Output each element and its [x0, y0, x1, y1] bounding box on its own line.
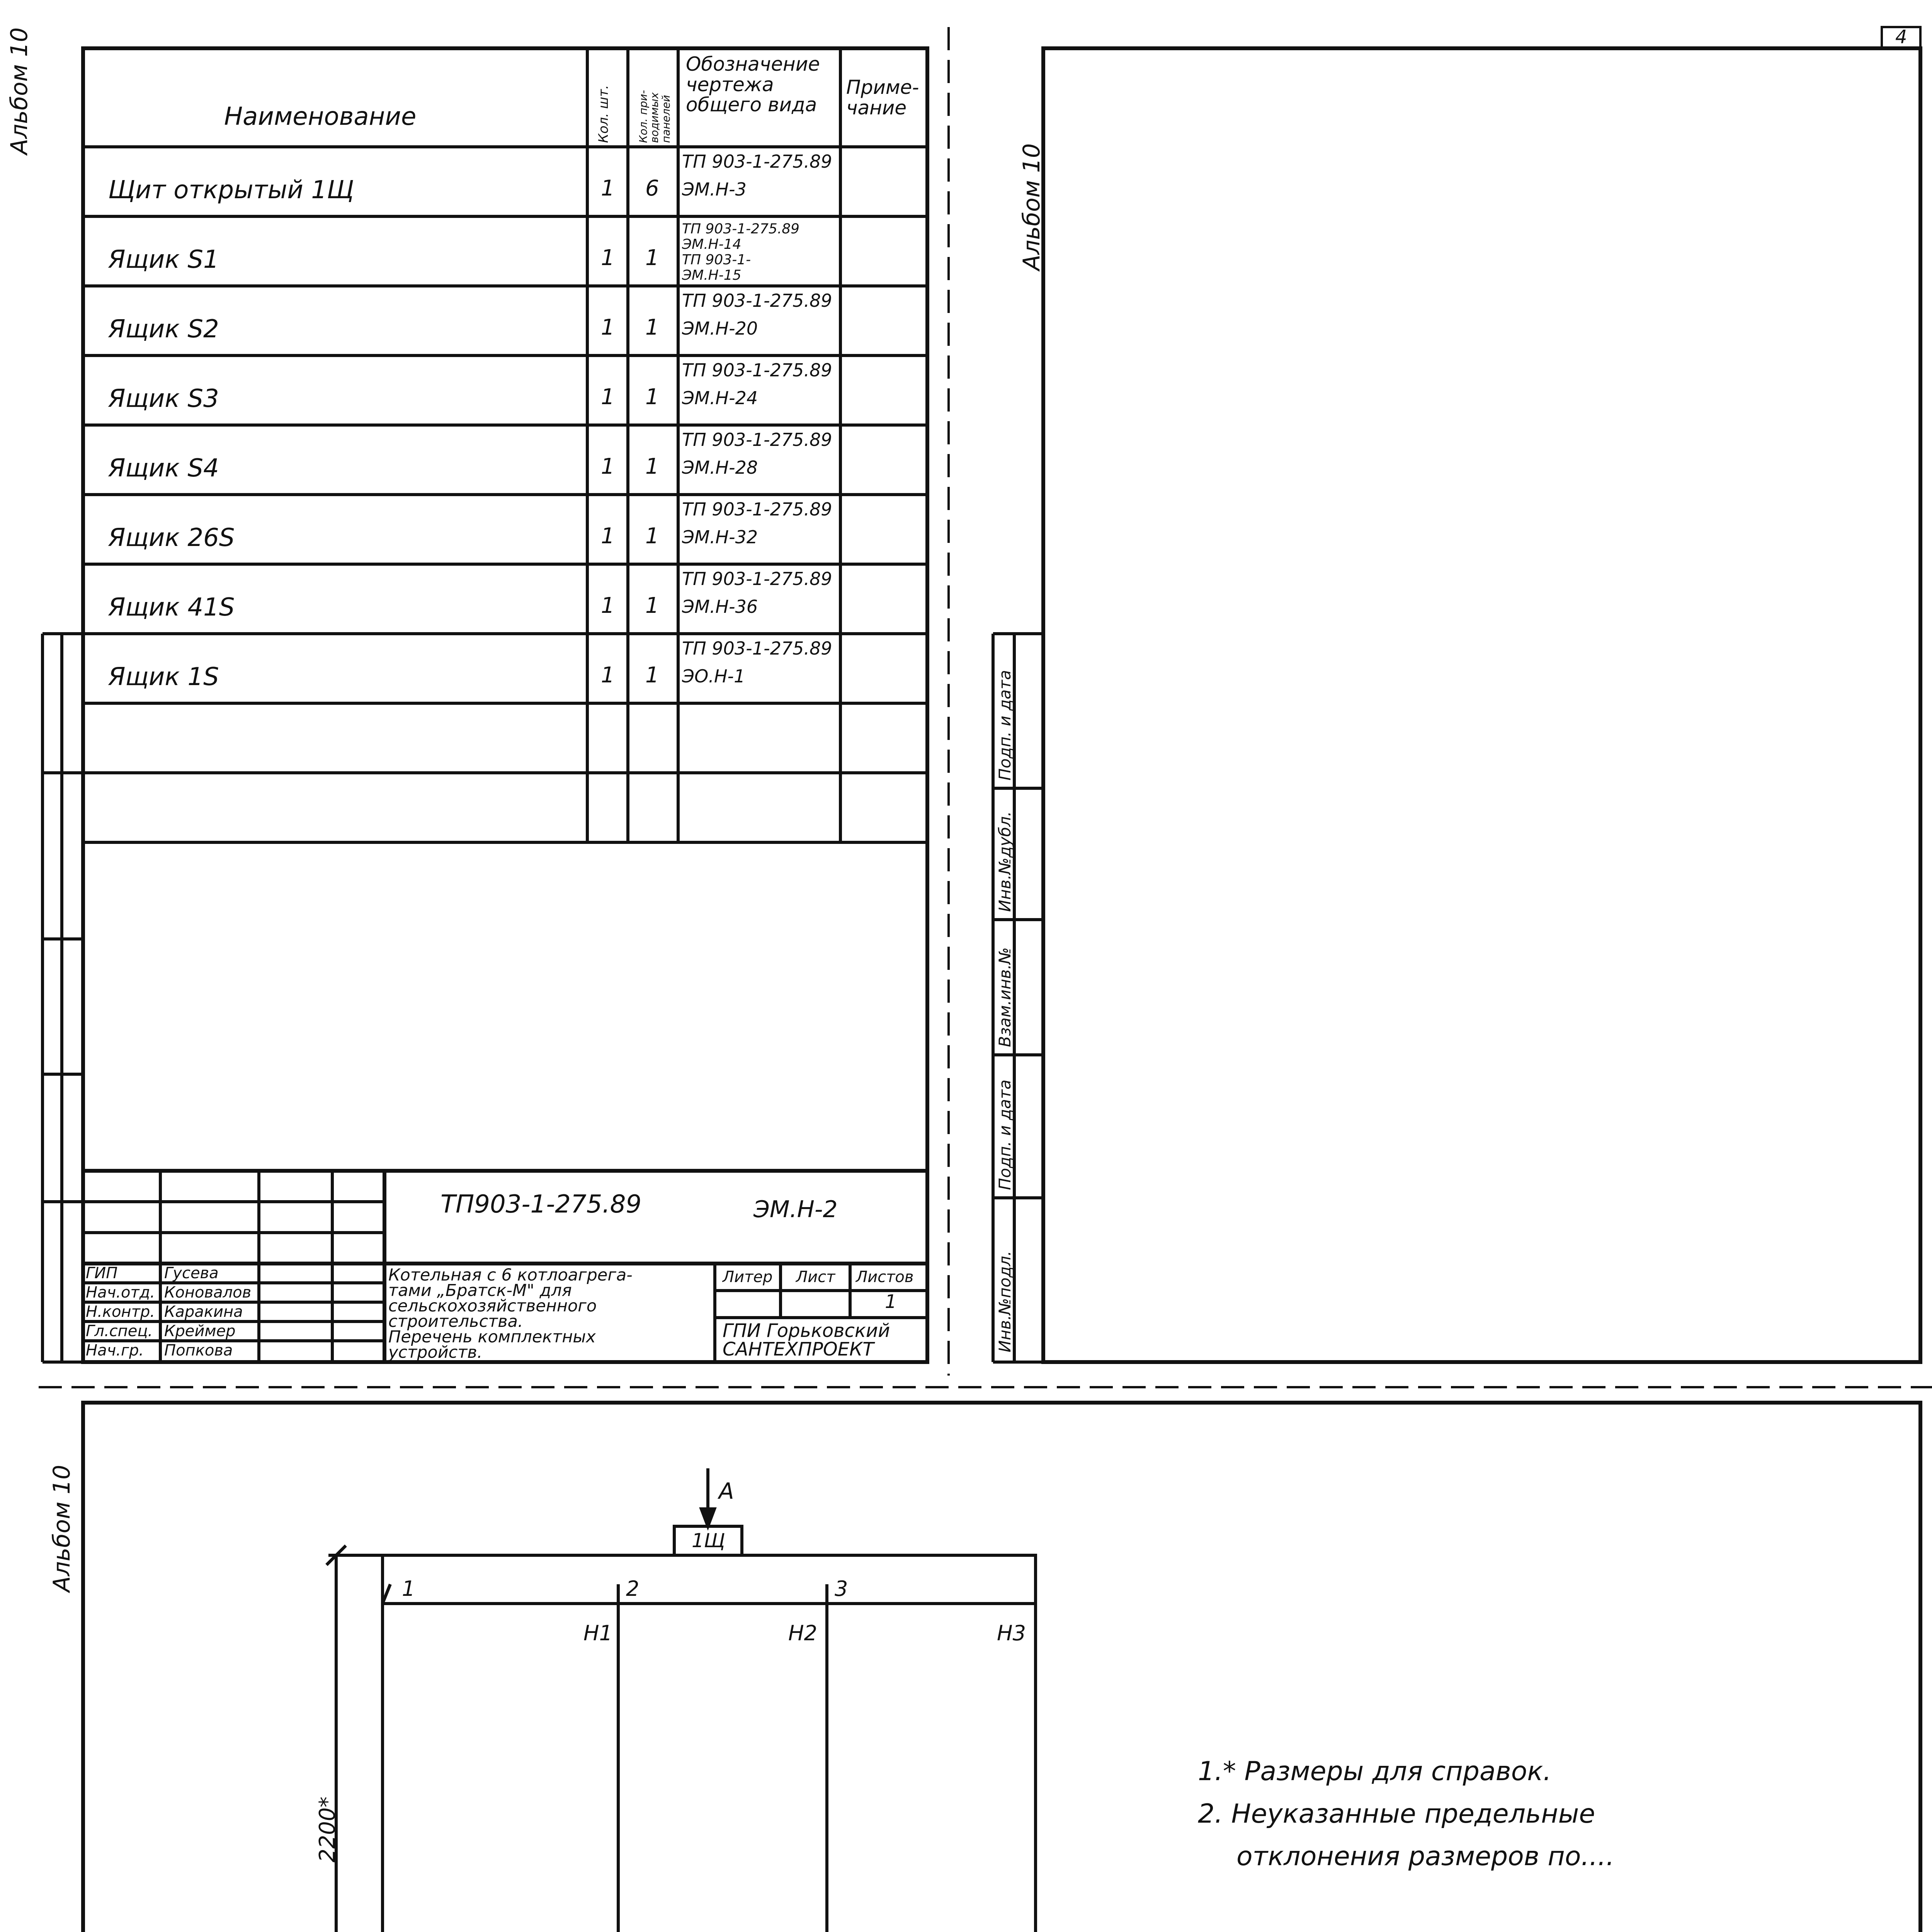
row-name: Ящик 26S: [108, 524, 235, 552]
note-line: 1.* Размеры для справок.: [1198, 1756, 1551, 1787]
album-label-sheet3: Альбом 10: [48, 1464, 75, 1592]
header-name: Наименование: [224, 102, 417, 131]
row-designation: ЭМ.Н-20: [682, 318, 758, 339]
section-number: 1: [402, 1577, 415, 1601]
row-designation: ТП 903-1-275.89: [682, 499, 832, 520]
row-panels: 1: [645, 663, 659, 688]
row-panels: 6: [645, 176, 659, 201]
row-designation: ТП 903-1-275.89: [682, 638, 832, 659]
stamp-role: ГИП: [86, 1264, 118, 1282]
row-qty: 1: [601, 176, 615, 201]
row-designation: ЭМ.Н-14: [682, 236, 742, 252]
stamp-name: Гусева: [164, 1264, 219, 1282]
sheet1-stamp-code: ТП903-1-275.89: [440, 1190, 642, 1219]
sheet1-list-label: Лист: [796, 1268, 835, 1286]
header-note: Приме- чание: [846, 76, 919, 119]
stamp-role: Нач.гр.: [86, 1342, 144, 1359]
height-dimension: 2200*: [315, 1796, 340, 1862]
side-label: Инв.№подл.: [995, 1250, 1014, 1352]
section-number: 2: [626, 1577, 639, 1601]
row-name: Ящик S1: [108, 245, 219, 274]
sheet1-org: [723, 1321, 890, 1359]
row-designation: ТП 903-1-275.89: [682, 290, 832, 311]
sheet1-org-line: САНТЕХПРОЕКТ: [723, 1338, 874, 1360]
header-designation: Обозначение чертежа общего вида: [686, 53, 820, 116]
side-label: Взам.инв.№: [995, 947, 1014, 1047]
row-qty: 1: [601, 454, 615, 479]
header-panels: Кол. при- водимых панелей: [637, 90, 672, 143]
row-qty: 1: [601, 245, 615, 270]
row-designation: ЭО.Н-1: [682, 666, 745, 687]
sheet1-liter-label: Литер: [723, 1268, 773, 1286]
row-designation: ТП 903-1-: [682, 252, 751, 268]
stamp-role: Гл.спец.: [86, 1322, 153, 1340]
section-code: Н3: [997, 1621, 1026, 1645]
row-name: Ящик S4: [108, 454, 219, 483]
panel-tag: 1Щ: [692, 1529, 725, 1552]
row-designation: ЭМ.Н-15: [682, 267, 742, 283]
row-designation: ТП 903-1-275.89: [682, 360, 832, 381]
sheet1-title-line: строительства.: [388, 1312, 523, 1331]
side-label: Инв.№дубл.: [995, 811, 1014, 912]
row-designation: ТП 903-1-275.89: [682, 429, 832, 450]
row-designation: ЭМ.Н-24: [682, 388, 758, 408]
row-qty: 1: [601, 315, 615, 340]
row-designation: ТП 903-1-275.89: [682, 568, 832, 589]
row-panels: 1: [645, 245, 659, 270]
row-designation: ЭМ.Н-36: [682, 596, 758, 617]
row-name: Ящик 1S: [108, 663, 219, 691]
row-panels: 1: [645, 315, 659, 340]
stamp-name: Каракина: [164, 1303, 243, 1321]
sheet1-listov-value: 1: [885, 1291, 897, 1313]
row-panels: 1: [645, 384, 659, 410]
note-line: 2. Неуказанные предельные: [1198, 1799, 1595, 1829]
stamp-name: Попкова: [164, 1342, 233, 1359]
row-designation: ЭМ.Н-32: [682, 527, 758, 548]
row-designation: ТП 903-1-275.89: [682, 221, 800, 237]
sheet1-stamp-sheetcode: ЭМ.Н-2: [753, 1196, 838, 1223]
sheet-number: 4: [1895, 26, 1907, 48]
row-designation: ЭМ.Н-3: [682, 179, 747, 200]
section-code: Н2: [788, 1621, 817, 1645]
sheet1-title-line: устройств.: [388, 1343, 483, 1362]
row-qty: 1: [601, 593, 615, 618]
side-label: Подп. и дата: [995, 670, 1014, 781]
stamp-name: Коновалов: [164, 1284, 252, 1301]
section-code: Н1: [583, 1621, 612, 1645]
stamp-role: Н.контр.: [86, 1303, 155, 1321]
row-panels: 1: [645, 454, 659, 479]
view-arrow-label: А: [719, 1478, 734, 1504]
row-name: Ящик 41S: [108, 593, 235, 622]
notes-block: [1198, 1750, 1614, 1878]
sheet1-title-line: сельскохозяйственного: [388, 1296, 597, 1316]
sheet1-title-line: Перечень комплектных: [388, 1327, 596, 1347]
row-qty: 1: [601, 524, 615, 549]
header-qty: Кол. шт.: [596, 85, 611, 143]
stamp-name: Креймер: [164, 1322, 236, 1340]
side-label: Подп. и дата: [995, 1079, 1014, 1190]
row-name: Ящик S2: [108, 315, 219, 344]
sheet1-title-line: Котельная с 6 котлоагрега-: [388, 1265, 633, 1285]
sheet1-stamp-title: [388, 1267, 633, 1360]
album-label-sheet2: Альбом 10: [1018, 143, 1045, 270]
row-qty: 1: [601, 384, 615, 410]
row-panels: 1: [645, 524, 659, 549]
album-label-sheet1: Альбом 10: [6, 27, 33, 155]
row-panels: 1: [645, 593, 659, 618]
row-name: Ящик S3: [108, 384, 219, 413]
note-line: отклонения размеров по....: [1236, 1841, 1614, 1872]
row-designation: ТП 903-1-275.89: [682, 151, 832, 172]
row-designation: ЭМ.Н-28: [682, 457, 758, 478]
section-number: 3: [835, 1577, 848, 1601]
sheet1-org-line: ГПИ Горьковский: [723, 1320, 890, 1342]
sheet1-title-line: тами „Братск-М" для: [388, 1281, 572, 1300]
row-name: Щит открытый 1Щ: [108, 176, 354, 204]
stamp-role: Нач.отд.: [86, 1284, 155, 1301]
sheet1-listov-label: Листов: [856, 1268, 914, 1286]
row-qty: 1: [601, 663, 615, 688]
